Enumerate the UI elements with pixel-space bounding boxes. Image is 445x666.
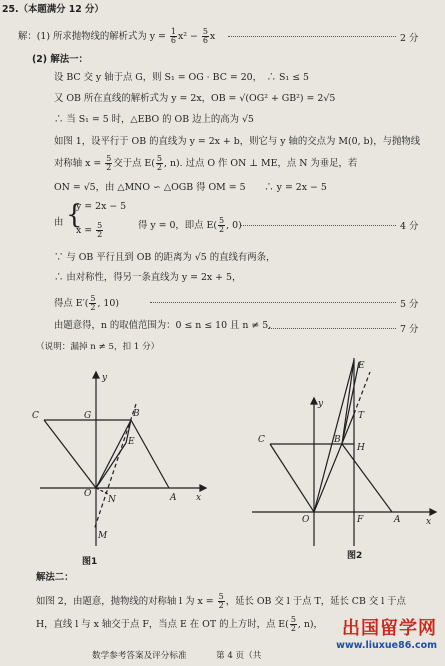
part1-answer: 解：(1) 所求抛物线的解析式为 y = $\frac{1}{6}$ x² − $\frac{5}{6}$ x: [18, 27, 216, 45]
dotted-leader: [228, 36, 396, 37]
segment-ba: [131, 420, 169, 488]
label-F: F: [357, 515, 364, 525]
label-O: O: [84, 489, 92, 499]
coef2-fraction: $\frac{5}{6}$: [202, 27, 208, 45]
label-N: N: [108, 495, 116, 505]
footer-page: 第 4 页（共: [216, 651, 262, 661]
y-axis-arrow: [93, 372, 99, 378]
label-x: x: [426, 517, 432, 527]
label-x: x: [196, 493, 202, 503]
part2-title: (2) 解法一：: [32, 54, 88, 65]
footer-title: 数学参考答案及评分标准: [92, 651, 187, 661]
system-eq-1: y = 2x − 5: [76, 201, 127, 212]
score-7: 7 分: [400, 324, 419, 335]
segment-oe: [96, 443, 126, 488]
label-A: A: [170, 493, 177, 503]
label-O: O: [302, 515, 310, 525]
method-2-line-2: H，直线 l 与 x 轴交于点 F，当点 E 在 OT 的上方时，点 E( $\frac{5}{2}$ , n)，: [36, 615, 323, 633]
dashed-line: [354, 372, 370, 414]
x-axis-arrow: [200, 485, 206, 491]
figure-1-caption: 图1: [82, 557, 98, 567]
label-E: E: [358, 361, 365, 371]
label-T: T: [358, 411, 365, 421]
system-eq-2: x = $\frac{5}{2}$: [76, 221, 103, 239]
label-y: y: [102, 373, 108, 383]
segment-co: [44, 420, 96, 488]
score-4: 4 分: [400, 221, 419, 232]
grading-note: （说明：漏掉 n ≠ 5，扣 1 分）: [36, 342, 160, 352]
solution-line-7-prefix: 由: [54, 217, 64, 228]
solution-line-6: ON = √5，由 △MNO ∽ △OGB 得 OM = 5 ∴ y = 2x − 5: [54, 182, 327, 193]
solution-line-8: ∵ 与 OB 平行且到 OB 的距离为 √5 的直线有两条，: [54, 252, 276, 263]
label-G: G: [84, 411, 92, 421]
figure-2: [242, 350, 442, 548]
method-2-title: 解法二：: [36, 572, 74, 583]
label-E: E: [128, 437, 135, 447]
solution-line-2: 又 OB 所在直线的解析式为 y = 2x，OB = √(OG² + GB²) = 2√5: [54, 93, 336, 104]
site-watermark: [319, 614, 439, 662]
dotted-leader: [150, 302, 396, 303]
solution-line-3: ∴ 当 S₁ = 5 时，△EBO 的 OB 边上的高为 √5: [54, 114, 254, 125]
label-A: A: [394, 515, 401, 525]
solution-line-4: 如图 1，设平行于 OB 的直线为 y = 2x + b，则它与 y 轴的交点为 M(0, b)，与抛物线: [54, 136, 421, 147]
coef1-fraction: $\frac{1}{6}$: [170, 27, 176, 45]
score-5: 5 分: [400, 299, 419, 310]
label-y: y: [318, 399, 324, 409]
segment-ba: [342, 444, 392, 512]
watermark-cn: 出国留学网: [342, 618, 437, 639]
label-B: B: [334, 435, 341, 445]
segment-ob: [96, 420, 131, 488]
problem-header: 25.（本题满分 12 分）: [2, 4, 104, 15]
segment-be: [342, 360, 354, 444]
label-H: H: [357, 443, 365, 453]
score-2: 2 分: [400, 33, 419, 44]
solution-line-9: ∴ 由对称性，得另一条直线为 y = 2x + 5，: [54, 272, 242, 283]
label-M: M: [98, 531, 108, 541]
method-2-line-1: 如图 2，由题意，抛物线的对称轴 l 为 x = $\frac{5}{2}$ ，延长 OB 交 l 于点 T，延长 CB 交 l 于点: [36, 592, 406, 610]
system-brace: {: [66, 200, 83, 230]
figure-2-caption: 图2: [347, 551, 363, 561]
solution-line-1: 设 BC 交 y 轴于点 G，则 S₁ = OG · BC = 20， ∴ S₁ ≤ 5: [54, 72, 309, 83]
y-axis-arrow: [311, 398, 317, 404]
figure-1: [28, 368, 208, 550]
watermark-url: www.liuxue86.com: [336, 640, 437, 651]
solution-line-10: 得点 E′( $\frac{5}{2}$ , 10): [54, 294, 120, 312]
label-C: C: [258, 435, 265, 445]
segment-co: [270, 444, 314, 512]
label-C: C: [32, 411, 39, 421]
dotted-leader: [268, 328, 396, 329]
label-B: B: [133, 409, 140, 419]
segment-ot: [314, 414, 354, 512]
solution-line-5: 对称轴 x = $\frac{5}{2}$ 交于点 E( $\frac{5}{2}$ , n). 过点 O 作 ON ⊥ ME，点 N 为垂足，若: [54, 154, 358, 172]
x-axis-arrow: [430, 509, 436, 515]
solution-line-7: 得 y = 0，即点 E( $\frac{5}{2}$ , 0): [138, 216, 242, 234]
dotted-leader: [240, 225, 396, 226]
solution-line-11: 由题意得，n 的取值范围为：0 ≤ n ≤ 10 且 n ≠ 5.: [54, 320, 272, 331]
part1-prefix: 解：(1) 所求抛物线的解析式为 y =: [18, 31, 169, 42]
